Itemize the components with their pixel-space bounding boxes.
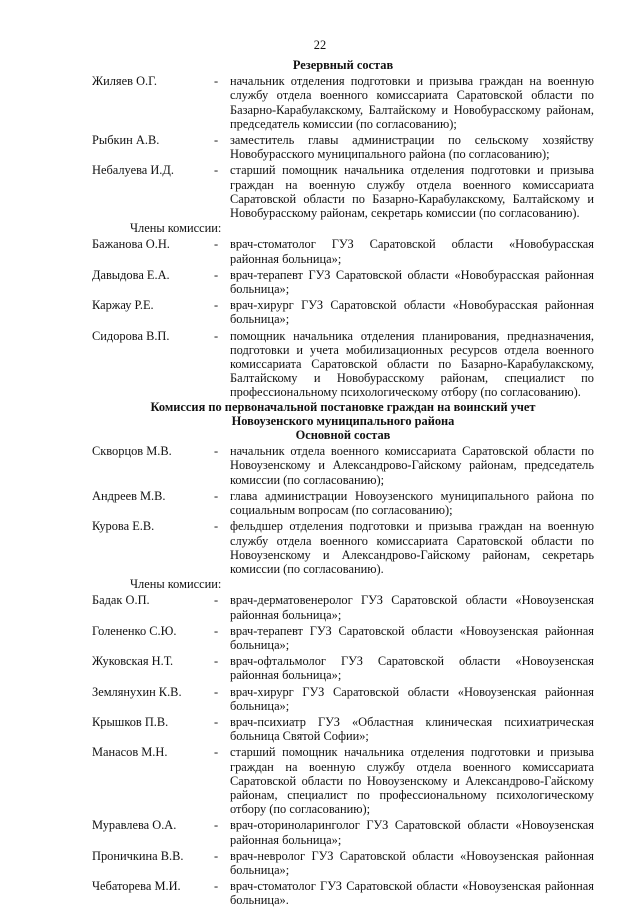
member-name: Бажанова О.Н. bbox=[92, 237, 170, 252]
member-description: помощник начальника отделения планирования, предназначения, подготовки и учета мобилизационных ресурсов отдела военного комиссариата Саратовской области по Базарно-Карабулакскому, Балтайскому и Новобурасскому районам, специалист по профессиональному психологическому отбору (по согласованию). bbox=[230, 328, 594, 400]
member-row bbox=[92, 74, 594, 131]
members-label: Члены комиссии: bbox=[130, 577, 222, 592]
member-row bbox=[92, 444, 594, 487]
member-name: Небалуева И.Д. bbox=[92, 163, 174, 178]
dash: - bbox=[214, 623, 219, 638]
member-description: врач-стоматолог ГУЗ Саратовской области «Новобурасская районная больница»; bbox=[230, 237, 594, 266]
member-name: Чебаторева М.И. bbox=[92, 879, 181, 894]
member-description: врач-оториноларинголог ГУЗ Саратовской области «Новоузенская районная больница»; bbox=[230, 818, 594, 847]
member-name: Голененко С.Ю. bbox=[92, 623, 177, 638]
dash: - bbox=[214, 519, 219, 534]
section-heading: Комиссия по первоначальной постановке граждан на воинский учет bbox=[150, 399, 536, 414]
member-description: врач-хирург ГУЗ Саратовской области «Новобурасская районная больница»; bbox=[230, 298, 594, 327]
dash: - bbox=[214, 328, 219, 343]
section bbox=[92, 400, 594, 908]
member-name: Сидорова В.П. bbox=[92, 328, 170, 343]
member-name: Крышков П.В. bbox=[92, 714, 169, 729]
member-name: Курова Е.В. bbox=[92, 519, 155, 534]
member-row bbox=[92, 519, 594, 576]
member-row bbox=[92, 745, 594, 816]
member-description: старший помощник начальника отделения подготовки и призыва граждан на военную службу отдела военного комиссариата Саратовской области по Базарно-Карабулакскому, Балтайскому и Новобурасскому районам, секретарь комиссии (по согласованию). bbox=[230, 163, 594, 221]
member-row bbox=[92, 879, 594, 907]
member-name: Манасов М.Н. bbox=[92, 745, 168, 760]
page-number: 22 bbox=[313, 38, 327, 52]
member-row bbox=[92, 268, 594, 296]
member-row bbox=[92, 237, 594, 265]
dash: - bbox=[214, 444, 219, 459]
member-row bbox=[92, 818, 594, 846]
member-name: Каржау Р.Е. bbox=[92, 298, 154, 313]
member-description: заместитель главы администрации по сельскому хозяйству Новобурасского муниципального района (по согласованию); bbox=[230, 133, 594, 162]
member-description: врач-терапевт ГУЗ Саратовской области «Новоузенская районная больница»; bbox=[230, 623, 594, 652]
member-name: Проничкина В.В. bbox=[92, 848, 184, 863]
member-name: Землянухин К.В. bbox=[92, 684, 182, 699]
section-heading: Основной состав bbox=[295, 428, 391, 443]
section-heading: Резервный состав bbox=[292, 58, 394, 72]
member-description: старший помощник начальника отделения подготовки и призыва граждан на военную службу отдела военного комиссариата Саратовской области по Новоузенскому и Александрово-Гайскому районам, специалист по профессиональному психологическому отбору (по согласованию); bbox=[230, 745, 594, 817]
member-name: Жиляев О.Г. bbox=[92, 74, 157, 89]
member-description: фельдшер отделения подготовки и призыва граждан на военную службу отдела военного комиссариата Саратовской области по Новоузенскому и Александрово-Гайскому районам, секретарь комиссии (по согласованию). bbox=[230, 519, 594, 576]
dash: - bbox=[214, 684, 219, 699]
member-row bbox=[92, 133, 594, 161]
document-body bbox=[92, 58, 594, 908]
member-row bbox=[92, 329, 594, 400]
member-name: Андреев М.В. bbox=[92, 488, 166, 503]
member-name: Скворцов М.В. bbox=[92, 444, 172, 459]
dash: - bbox=[214, 848, 219, 863]
member-name: Жуковская Н.Т. bbox=[92, 654, 174, 669]
member-name: Бадак О.П. bbox=[92, 593, 150, 608]
dash: - bbox=[214, 133, 219, 148]
member-name: Давыдова Е.А. bbox=[92, 267, 170, 282]
member-row bbox=[92, 849, 594, 877]
dash: - bbox=[214, 488, 219, 503]
member-description: врач-терапевт ГУЗ Саратовской области «Новобурасская районная больница»; bbox=[230, 267, 594, 297]
member-name: Муравлева О.А. bbox=[92, 818, 177, 833]
dash: - bbox=[214, 593, 219, 608]
member-row bbox=[92, 624, 594, 652]
dash: - bbox=[214, 74, 219, 89]
dash: - bbox=[214, 163, 219, 178]
member-description: врач-стоматолог ГУЗ Саратовской области «Новоузенская районная больница». bbox=[230, 879, 594, 908]
member-description: врач-хирург ГУЗ Саратовской области «Новоузенская районная больница»; bbox=[230, 684, 594, 713]
member-description: врач-дерматовенеролог ГУЗ Саратовской области «Новоузенская районная больница»; bbox=[230, 593, 594, 622]
member-description: врач-невролог ГУЗ Саратовской области «Новоузенская районная больница»; bbox=[230, 848, 594, 877]
member-description: начальник отдела военного комиссариата Саратовской области по Новоузенскому и Александрово-Гайскому районам, председатель комиссии (по согласованию); bbox=[230, 444, 594, 487]
member-row bbox=[92, 593, 594, 621]
member-row bbox=[92, 654, 594, 682]
member-description: врач-психиатр ГУЗ «Областная клиническая психиатрическая больница Святой Софии»; bbox=[230, 714, 594, 744]
member-description: глава администрации Новоузенского муниципального района по социальным вопросам (по согласованию); bbox=[230, 488, 594, 518]
member-row bbox=[92, 715, 594, 743]
section bbox=[92, 58, 594, 400]
member-description: врач-офтальмолог ГУЗ Саратовской области «Новоузенская районная больница»; bbox=[230, 654, 594, 683]
dash: - bbox=[214, 818, 219, 833]
dash: - bbox=[214, 298, 219, 313]
dash: - bbox=[214, 237, 219, 252]
dash: - bbox=[214, 714, 219, 729]
member-row bbox=[92, 163, 594, 220]
dash: - bbox=[214, 654, 219, 669]
section-heading: Новоузенского муниципального района bbox=[231, 413, 455, 428]
member-name: Рыбкин А.В. bbox=[92, 133, 160, 148]
members-label: Члены комиссии: bbox=[130, 221, 222, 236]
member-row bbox=[92, 489, 594, 517]
dash: - bbox=[214, 879, 219, 894]
member-description: начальник отделения подготовки и призыва граждан на военную службу отдела военного комиссариата Саратовской области по Базарно-Карабулакскому, Балтайскому и Новобурасскому районам, председатель комиссии (по согласованию); bbox=[230, 74, 594, 131]
dash: - bbox=[214, 745, 219, 760]
member-row bbox=[92, 298, 594, 326]
member-row bbox=[92, 685, 594, 713]
dash: - bbox=[214, 267, 219, 282]
